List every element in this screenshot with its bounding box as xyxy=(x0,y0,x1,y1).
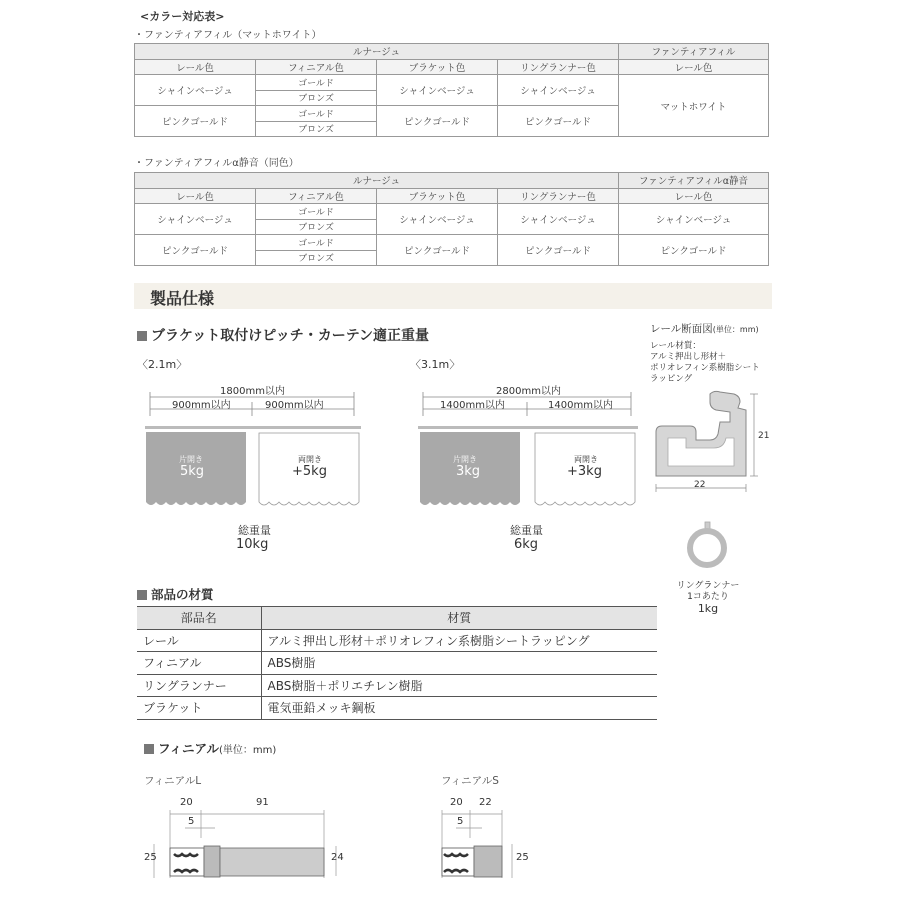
finial-l-right-h: 24 xyxy=(331,852,344,863)
cell-finial: ブロンズ xyxy=(256,219,377,235)
dim-half-b: 900mm以内 xyxy=(265,400,324,411)
cell-runner: シャインベージュ xyxy=(498,75,619,106)
rail-section-title xyxy=(650,321,759,336)
finial-l-diagram xyxy=(140,790,360,890)
ring-label-line: 1コあたり xyxy=(687,592,729,602)
bracket-heading xyxy=(137,325,429,345)
cell-rail: ピンクゴールド xyxy=(135,235,256,266)
rail-section-title-text: レール断面図 xyxy=(650,323,713,335)
header-rail: レール色 xyxy=(135,188,256,204)
part-material: 電気亜鉛メッキ鋼板 xyxy=(261,697,657,720)
header-runner: リングランナー色 xyxy=(498,188,619,204)
size-label: 〈3.1m〉 xyxy=(410,358,461,371)
cell-runner: ピンクゴールド xyxy=(498,106,619,137)
ring-label-line: リングランナー xyxy=(676,581,740,591)
materials-heading-text: 部品の材質 xyxy=(151,587,214,602)
cell-finial: ゴールド xyxy=(256,204,377,220)
part-name: ブラケット xyxy=(137,697,261,720)
section-bar xyxy=(134,283,772,309)
finial-unit: (単位：mm) xyxy=(219,745,277,756)
cell-finial: ゴールド xyxy=(256,106,377,122)
finial-l-name: フィニアルL xyxy=(144,775,202,787)
dim-half-a: 900mm以内 xyxy=(172,400,231,411)
finial-heading-text: フィニアル xyxy=(158,741,220,756)
total-label: 総重量 xyxy=(238,524,271,537)
cell-bracket: ピンクゴールド xyxy=(377,106,498,137)
ring-weight: 1kg xyxy=(697,602,719,615)
cell-finial: ブロンズ xyxy=(256,90,377,106)
table-row xyxy=(137,674,657,697)
part-material: ABS樹脂 xyxy=(261,652,657,675)
bracket-heading-text: ブラケット取付けピッチ・カーテン適正重量 xyxy=(151,328,430,344)
section-title: 製品仕様 xyxy=(150,289,215,308)
double-weight: +3kg xyxy=(567,464,602,479)
single-weight: 3kg xyxy=(456,464,481,479)
cell-bracket: シャインベージュ xyxy=(377,75,498,106)
finial-l-d1: 20 xyxy=(180,797,193,808)
cell-bracket: ピンクゴールド xyxy=(377,235,498,266)
cell-rail: シャインベージュ xyxy=(135,204,256,235)
header-right-rail: レール色 xyxy=(619,59,769,75)
size-label: 〈2.1m〉 xyxy=(137,358,188,371)
total-weight: 10kg xyxy=(236,537,269,552)
header-finial: フィニアル色 xyxy=(256,59,377,75)
rail-cross-section-diagram xyxy=(650,386,770,496)
cell-bracket: シャインベージュ xyxy=(377,204,498,235)
double-label: 両開き xyxy=(574,455,598,464)
square-bullet-icon xyxy=(144,744,154,754)
finial-heading xyxy=(144,739,276,757)
cell-finial: ブロンズ xyxy=(256,250,377,266)
cell-right-value: マットホワイト xyxy=(619,75,769,137)
part-name: フィニアル xyxy=(137,652,261,675)
header-bracket: ブラケット色 xyxy=(377,59,498,75)
rail-material xyxy=(650,341,760,385)
dimension-lines xyxy=(413,392,648,432)
cell-finial: ゴールド xyxy=(256,235,377,251)
dim-half-a: 1400mm以内 xyxy=(440,400,505,411)
table1-caption: ・ファンティアフィル（マットホワイト） xyxy=(134,30,322,41)
cell-finial: ブロンズ xyxy=(256,121,377,137)
dimension-lines xyxy=(140,392,370,432)
rail-height: 21 xyxy=(758,431,770,441)
single-label: 片開き xyxy=(179,455,203,464)
rail-section-unit: (単位：mm) xyxy=(712,325,759,334)
total-weight: 6kg xyxy=(514,537,539,552)
group-right: ファンティアフィル xyxy=(619,44,769,60)
finial-l-d3: 5 xyxy=(188,816,195,827)
part-name: レール xyxy=(137,629,261,652)
double-label: 両開き xyxy=(298,455,322,464)
ring-runner-icon xyxy=(684,520,730,572)
table-row xyxy=(137,652,657,675)
part-material: ABS樹脂＋ポリエチレン樹脂 xyxy=(261,674,657,697)
single-weight: 5kg xyxy=(180,464,205,479)
color-table-1 xyxy=(134,43,769,137)
header-finial: フィニアル色 xyxy=(256,188,377,204)
dim-half-b: 1400mm以内 xyxy=(548,400,613,411)
header-rail: レール色 xyxy=(135,59,256,75)
single-label: 片開き xyxy=(453,455,477,464)
dim-total: 1800mm以内 xyxy=(220,386,285,397)
header-right-rail: レール色 xyxy=(619,188,769,204)
finial-s-name: フィニアルS xyxy=(441,775,499,787)
header-runner: リングランナー色 xyxy=(498,59,619,75)
finial-l-d2: 91 xyxy=(256,797,269,808)
dim-total: 2800mm以内 xyxy=(496,386,561,397)
table-row xyxy=(137,697,657,720)
finial-s-d2: 22 xyxy=(479,797,492,808)
cell-finial: ゴールド xyxy=(256,75,377,91)
cell-runner: ピンクゴールド xyxy=(498,235,619,266)
square-bullet-icon xyxy=(137,590,147,600)
color-table-2 xyxy=(134,172,769,266)
part-material: アルミ押出し形材＋ポリオレフィン系樹脂シートラッピング xyxy=(261,629,657,652)
ring-label xyxy=(672,581,744,614)
table-row xyxy=(137,629,657,652)
rail-material-line: ポリオレフィン系樹脂シート xyxy=(650,363,760,373)
part-name: リングランナー xyxy=(137,674,261,697)
square-bullet-icon xyxy=(137,331,147,341)
color-table-title: <カラー対応表> xyxy=(140,10,225,23)
rail-material-label: レール材質： xyxy=(650,341,701,351)
group-right: ファンティアフィルα静音 xyxy=(619,173,769,189)
total-label: 総重量 xyxy=(510,524,543,537)
cell-right-value: シャインベージュ xyxy=(619,204,769,235)
finial-l-left-h: 25 xyxy=(144,852,157,863)
materials-table xyxy=(137,606,657,720)
table2-caption: ・ファンティアフィルα静音（同色） xyxy=(134,158,299,169)
rail-width: 22 xyxy=(694,480,706,490)
double-weight: +5kg xyxy=(292,464,327,479)
materials-header: 部品名 xyxy=(137,607,261,630)
group-left: ルナージュ xyxy=(135,44,619,60)
rail-material-line: アルミ押出し形材＋ xyxy=(650,352,727,362)
materials-header: 材質 xyxy=(261,607,657,630)
group-left: ルナージュ xyxy=(135,173,619,189)
cell-right-value: ピンクゴールド xyxy=(619,235,769,266)
cell-rail: ピンクゴールド xyxy=(135,106,256,137)
finial-s-right-h: 25 xyxy=(516,852,529,863)
cell-runner: シャインベージュ xyxy=(498,204,619,235)
materials-heading xyxy=(137,585,214,603)
header-bracket: ブラケット色 xyxy=(377,188,498,204)
rail-material-line: ラッピング xyxy=(650,374,693,384)
finial-s-d3: 5 xyxy=(457,816,464,827)
finial-s-d1: 20 xyxy=(450,797,463,808)
cell-rail: シャインベージュ xyxy=(135,75,256,106)
